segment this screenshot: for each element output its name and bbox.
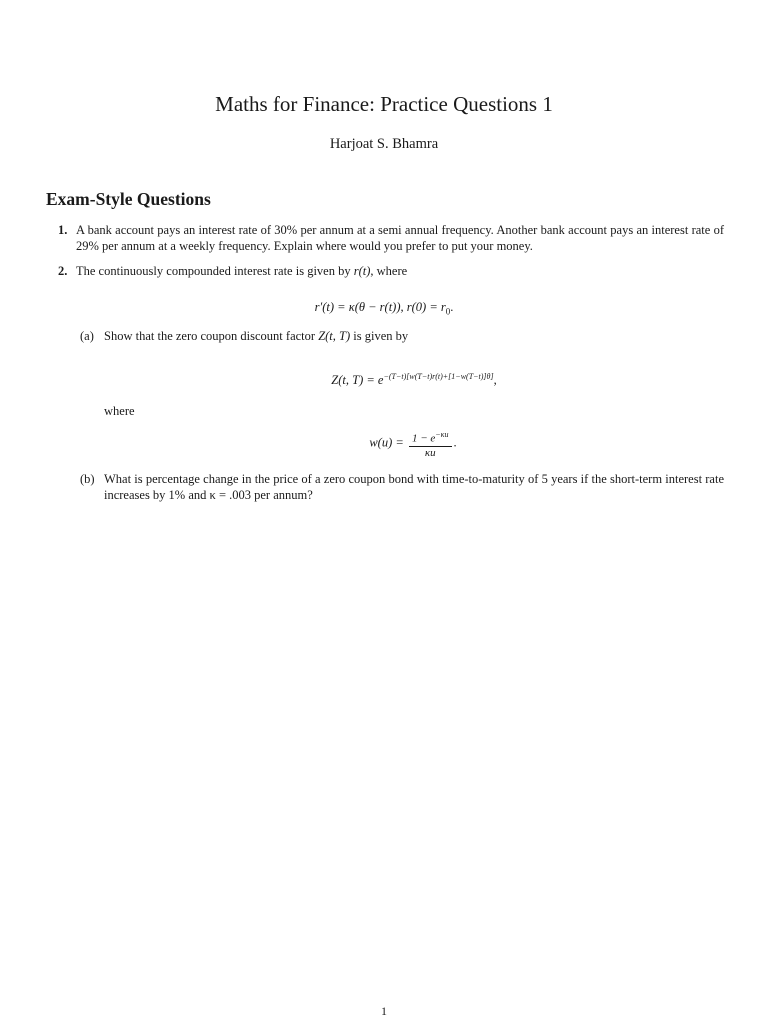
question-text-end: , where <box>370 264 408 278</box>
part-text <box>104 329 724 345</box>
part-label: (b) <box>80 472 95 486</box>
equation-ode <box>0 300 768 317</box>
section-heading: Exam-Style Questions <box>46 189 211 209</box>
question-text-start: The continuously compounded interest rate is given by <box>76 264 354 278</box>
equation-exponent: −(T−t)[w(T−t)r(t)+[1−w(T−t)]θ] <box>383 372 494 381</box>
numerator-text: 1 − e <box>411 432 436 445</box>
question-text <box>76 264 724 280</box>
equation-main: r′(t) = κ(θ − r(t)), r(0) = r <box>314 300 446 314</box>
math-variable: r(t) <box>353 264 371 278</box>
part-label: (a) <box>80 329 94 343</box>
part-b <box>80 472 724 503</box>
where-text: where <box>104 404 135 418</box>
equation-comma: , <box>493 373 497 388</box>
fraction <box>409 428 452 460</box>
part-text: What is percentage change in the price of a zero coupon bond with time-to-maturity of 5 years if the short-term interest rate increases by 1% and κ = .003 per annum? <box>104 472 724 502</box>
equation-discount-factor <box>30 372 768 388</box>
author-name: Harjoat S. Bhamra <box>329 136 439 152</box>
part-text-start: Show that the zero coupon discount factor <box>104 329 319 343</box>
question-number: 2. <box>58 264 68 278</box>
equation-period: . <box>450 300 454 314</box>
math-variable: Z(t, T) <box>318 329 351 343</box>
question-1 <box>46 223 724 254</box>
numerator-exponent: −κu <box>435 430 449 439</box>
question-2 <box>46 264 724 280</box>
equation-w-function <box>29 428 768 460</box>
equation-lhs: Z(t, T) = e <box>331 373 384 388</box>
question-text: A bank account pays an interest rate of 30% per annum at a semi annual frequency. Another bank account pays an interest rate of 29% per annum at a weekly frequency. Explain where would you prefer to put your money. <box>76 223 724 253</box>
document-title: Maths for Finance: Practice Questions 1 <box>215 92 553 116</box>
part-text-end: is given by <box>350 329 409 343</box>
w-lhs: w(u) = <box>369 435 407 450</box>
question-number: 1. <box>58 223 68 237</box>
part-a <box>80 329 724 345</box>
page-number: 1 <box>381 1004 387 1018</box>
fraction-numerator <box>409 428 452 447</box>
equation-period: . <box>453 435 457 450</box>
fraction-denominator: κu <box>424 446 436 459</box>
equation-subscript: 0 <box>445 306 451 317</box>
